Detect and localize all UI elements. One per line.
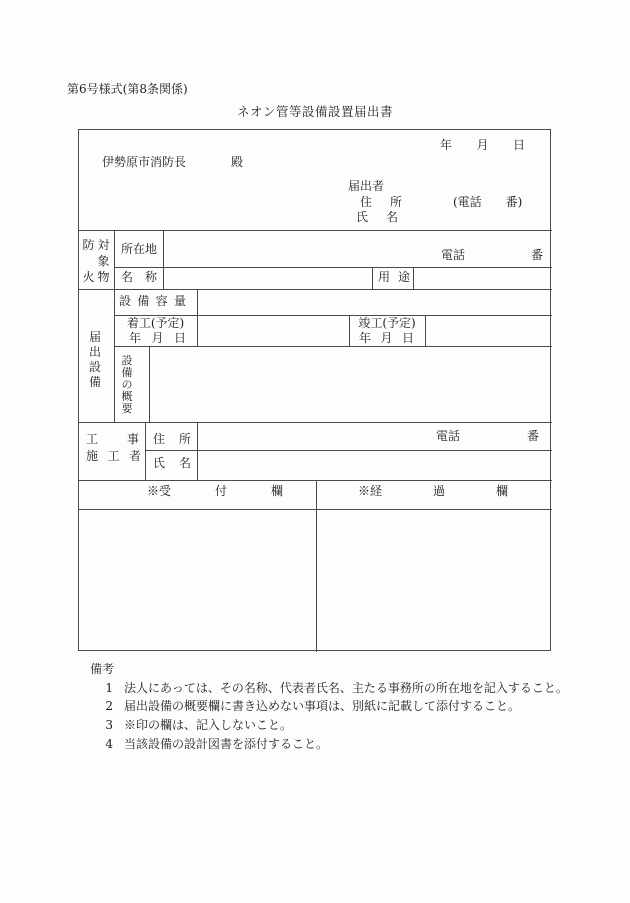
- equipment-header: 届 出 設 備: [88, 330, 101, 389]
- note-text: ※印の欄は、記入しないこと。: [124, 718, 293, 733]
- note-number: 3: [105, 718, 113, 733]
- capacity-value-cell: [197, 289, 552, 315]
- note-number: 2: [105, 699, 113, 714]
- form-number: 第6号様式(第8条関係): [67, 82, 188, 96]
- start-date-label: 着工(予定): [126, 316, 185, 330]
- use-label: 用 途: [378, 270, 410, 284]
- notes-section: [90, 660, 570, 754]
- outline-label: 設 備 の 概 要: [121, 354, 133, 415]
- notifier-address-label: 住 所: [360, 195, 402, 209]
- contractor-address-value-cell: [197, 422, 552, 450]
- notifier-phone-note: (電話 番): [453, 195, 523, 209]
- use-value-cell: [413, 267, 552, 289]
- name-value-cell: [163, 267, 372, 289]
- note-number: 4: [105, 736, 113, 751]
- contractor-name-label: 氏 名: [153, 456, 191, 470]
- form-table: [78, 129, 551, 651]
- note-item: [104, 697, 570, 716]
- note-text: 届出設備の概要欄に書き込めない事項は、別紙に記載して添付すること。: [124, 699, 521, 714]
- reception-column-label: ※受 付 欄: [147, 484, 283, 498]
- page-title: ネオン管等設備設置届出書: [236, 104, 393, 119]
- location-value-cell: [163, 230, 552, 267]
- start-date-label-line2: 年 月 日: [129, 331, 186, 345]
- progress-stamp-box: [316, 509, 552, 652]
- contractor-header-line2: 施 工 者: [86, 449, 141, 463]
- date-line: 年 月 日: [440, 138, 525, 152]
- note-text: 当該設備の設計図書を添付すること。: [124, 736, 329, 751]
- note-item: [104, 716, 570, 735]
- outline-value-cell: [149, 346, 552, 422]
- fire-object-header: [82, 239, 110, 283]
- fire-object-header-col1: 防 火: [82, 238, 95, 284]
- finish-date-label-line2: 年 月 日: [359, 331, 414, 345]
- location-phone-label: 電話 番: [441, 248, 543, 262]
- reception-stamp-box: [79, 509, 316, 652]
- addressee-label: 伊勢原市消防長: [102, 155, 187, 169]
- notes-title: 備考: [90, 662, 115, 676]
- contractor-name-value-cell: [197, 450, 552, 480]
- notifier-label: 届出者: [348, 179, 385, 193]
- contractor-header-line1: 工 事: [86, 432, 139, 446]
- progress-column-label: ※経 過 欄: [358, 484, 508, 498]
- finish-date-label: 竣工(予定): [358, 316, 416, 330]
- contractor-address-label: 住 所: [153, 432, 191, 446]
- finish-date-value-cell: [425, 315, 552, 346]
- honorific-label: 殿: [231, 155, 244, 169]
- notifier-name-label: 氏 名: [356, 210, 398, 224]
- note-number: 1: [105, 680, 113, 695]
- note-text: 法人にあっては、その名称、代表者氏名、主たる事務所の所在地を記入すること。: [124, 680, 568, 695]
- capacity-label: 設 備 容 量: [119, 294, 186, 308]
- note-item: [104, 735, 570, 754]
- divider: [372, 267, 373, 289]
- name-label: 名 称: [121, 270, 157, 284]
- fire-object-header-col2: 対 象 物: [97, 238, 110, 284]
- start-date-value-cell: [197, 315, 349, 346]
- note-item: [104, 679, 570, 698]
- contractor-phone-label: 電話 番: [436, 429, 539, 443]
- addressee-line: [102, 156, 243, 169]
- divider: [145, 422, 146, 480]
- location-label: 所在地: [121, 242, 158, 256]
